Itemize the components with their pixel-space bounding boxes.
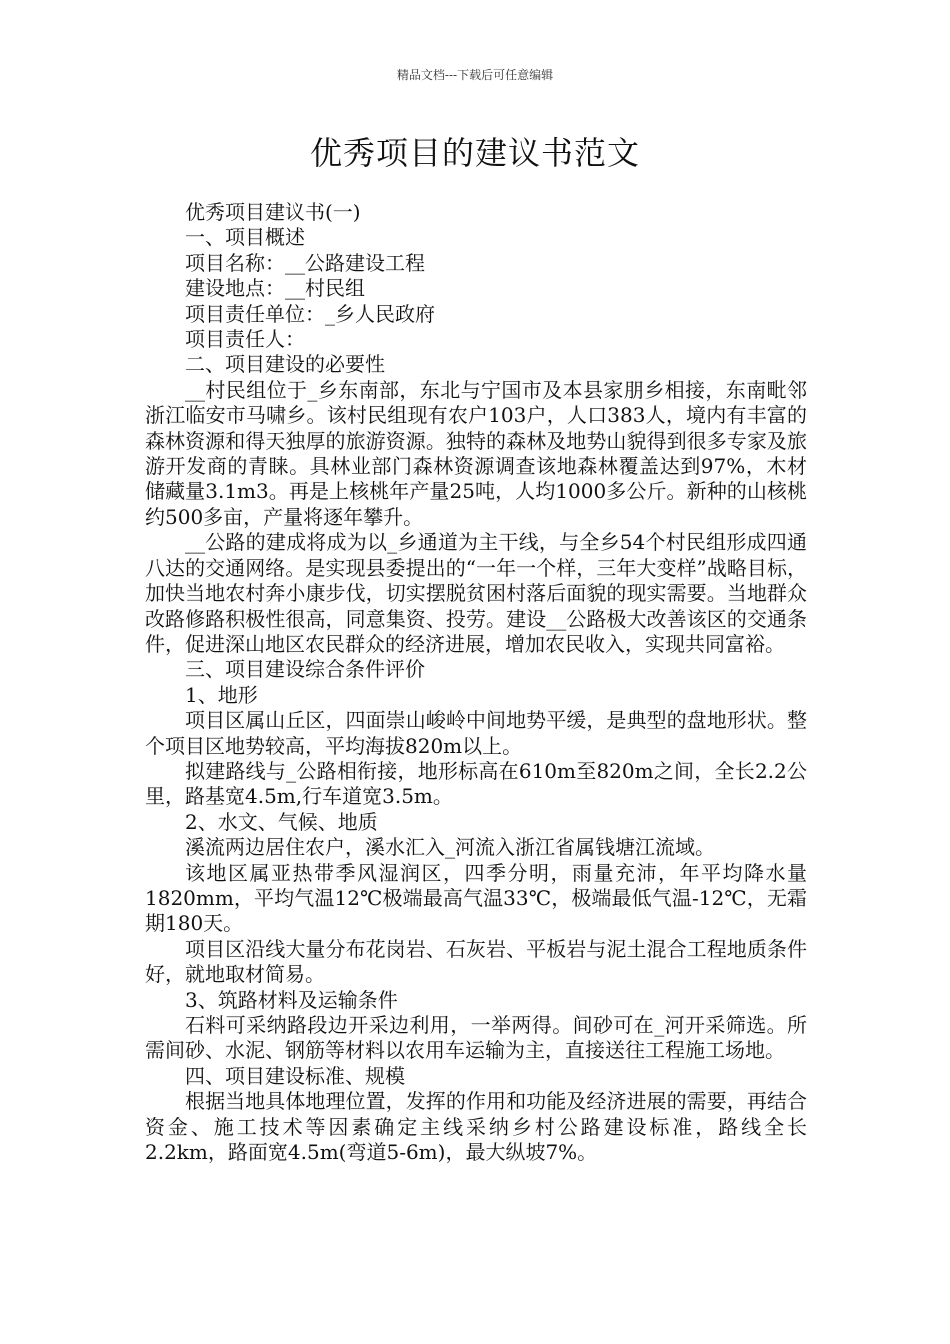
paragraph: 建设地点：__村民组 <box>185 276 365 301</box>
paragraph: 拟建路线与_公路相衔接，地形标高在610m至820m之间，全长2.2公里，路基宽4.5m,行车道宽3.5m。 <box>145 758 807 809</box>
document-body <box>145 200 807 1165</box>
paragraph: 项目责任单位：_乡人民政府 <box>185 301 435 326</box>
paragraph: __公路的建成将成为以_乡通道为主干线，与全乡54个村民组形成四通八达的交通网络。是实现县委提出的“一年一个样，三年大变样”战略目标，加快当地农村奔小康步伐，切实摆脱贫困村落后面貌的现实需要。当地群众改路修路积极性很高，同意集资、投劳。建设__公路极大改善该区的交通条件，促进深山地区农民群众的经济进展，增加农民收入，实现共同富裕。 <box>145 530 807 656</box>
paragraph: 优秀项目建议书(一) <box>185 200 361 224</box>
paragraph: 三、项目建设综合条件评价 <box>185 657 425 682</box>
paragraph: 2、水文、气候、地质 <box>185 809 378 834</box>
paragraph: 3、筑路材料及运输条件 <box>185 987 398 1012</box>
paragraph: 溪流两边居住农户，溪水汇入_河流入浙江省属钱塘江流域。 <box>185 835 715 860</box>
paragraph: 1、地形 <box>185 682 258 707</box>
paragraph: 项目名称：__公路建设工程 <box>185 250 425 275</box>
paragraph: 四、项目建设标准、规模 <box>185 1063 405 1088</box>
page-header: 精品文档---下载后可任意编辑 <box>396 68 554 82</box>
paragraph: 项目区属山丘区，四面崇山峻岭中间地势平缓，是典型的盘地形状。整个项目区地势较高，平均海拔820m以上。 <box>145 708 807 758</box>
paragraph: 该地区属亚热带季风湿润区，四季分明，雨量充沛，年平均降水量1820mm，平均气温12℃极端最高气温33℃，极端最低气温-12℃，无霜期180天。 <box>145 860 807 936</box>
paragraph: __村民组位于_乡东南部，东北与宁国市及本县家朋乡相接，东南毗邻浙江临安市马啸乡。该村民组现有农户103户，人口383人，境内有丰富的森林资源和得天独厚的旅游资源。独特的森林及地势山貌得到很多专家及旅游开发商的青睐。具林业部门森林资源调查该地森林覆盖达到97%，木材储藏量3.1m3。再是上核桃年产量25吨，人均1000多公斤。新种的山核桃约500多亩，产量将逐年攀升。 <box>145 377 807 529</box>
document-title: 优秀项目的建议书范文 <box>309 134 640 172</box>
paragraph: 二、项目建设的必要性 <box>185 352 385 377</box>
paragraph: 项目责任人： <box>185 327 305 352</box>
paragraph: 项目区沿线大量分布花岗岩、石灰岩、平板岩与泥土混合工程地质条件好，就地取材简易。 <box>145 936 807 987</box>
paragraph: 一、项目概述 <box>185 225 305 250</box>
paragraph: 石料可采纳路段边开采边利用，一举两得。间砂可在_河开采筛选。所需间砂、水泥、钢筋等材料以农用车运输为主，直接送往工程施工场地。 <box>145 1013 807 1063</box>
paragraph: 根据当地具体地理位置，发挥的作用和功能及经济进展的需要，再结合资金、施工技术等因素确定主线采纳乡村公路建设标准，路线全长2.2km，路面宽4.5m(弯道5-6m)，最大纵坡7%。 <box>145 1089 807 1165</box>
